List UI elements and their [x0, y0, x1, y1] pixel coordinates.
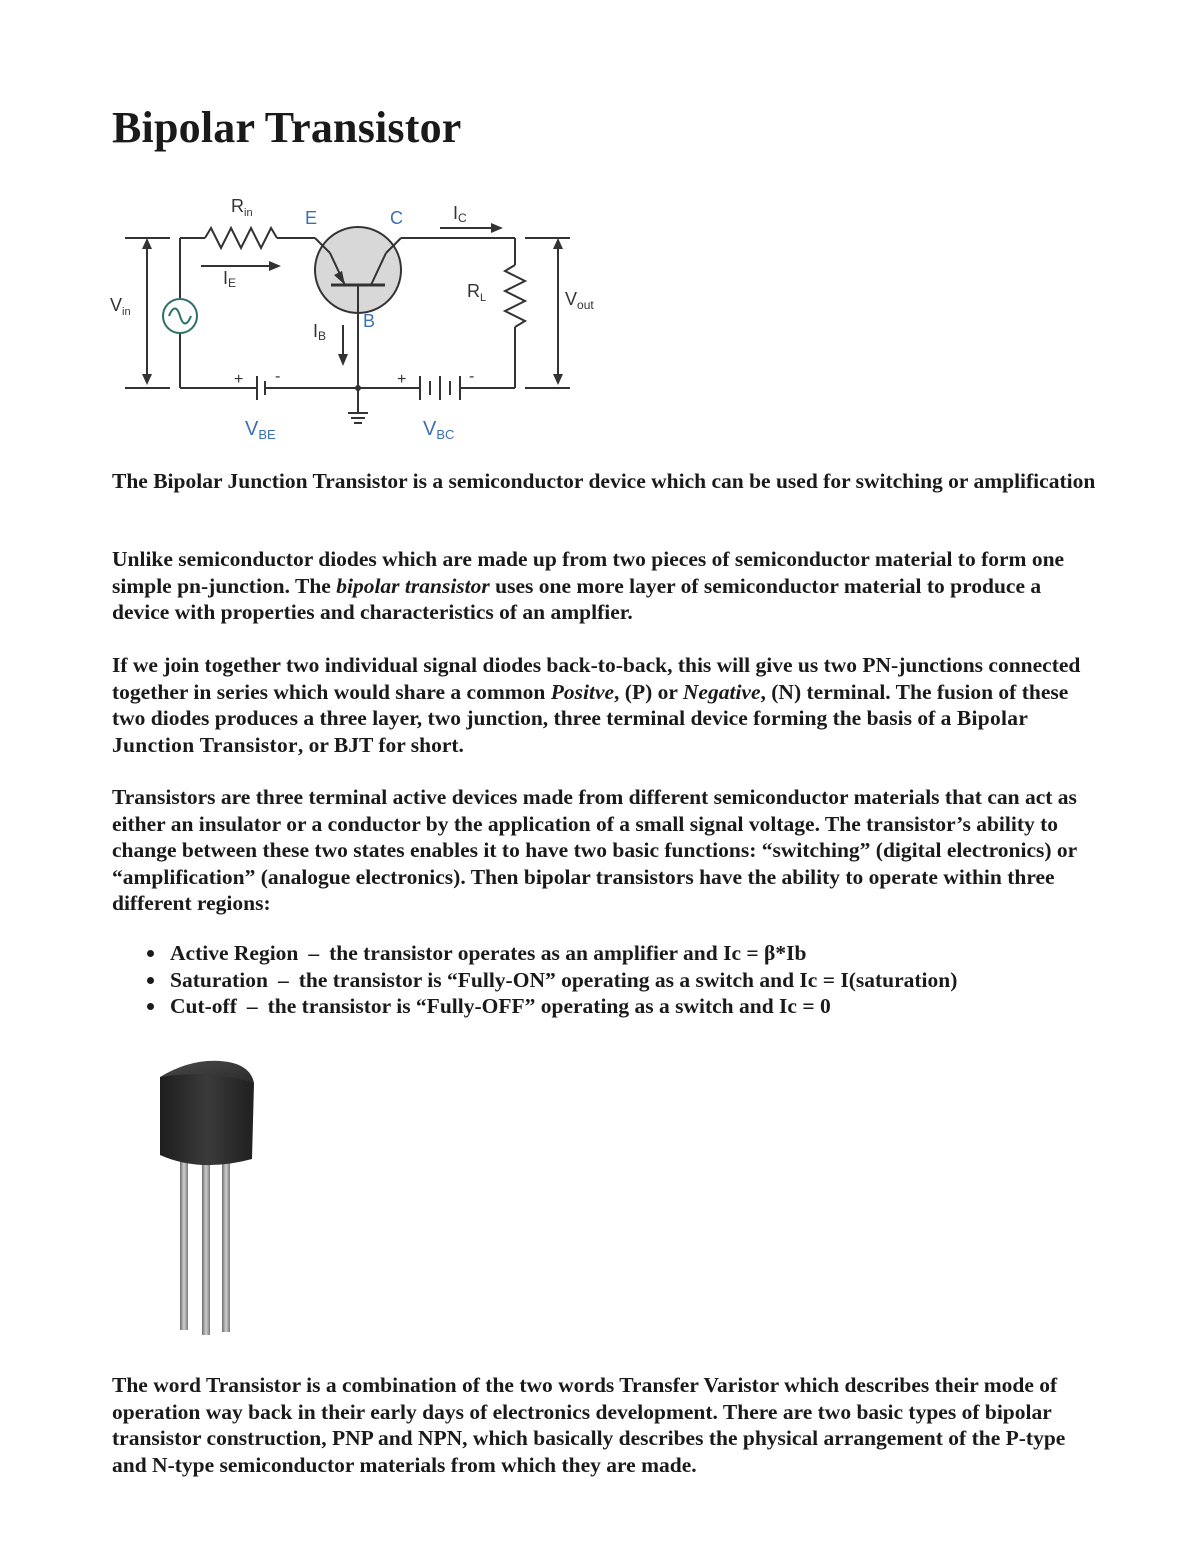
transistor-photo: [150, 1055, 270, 1340]
ic-label: IC: [453, 203, 467, 225]
list-item: Active Region – the transistor operates as an amplifier and Ic = β*Ib: [170, 940, 957, 967]
collector-label: C: [390, 208, 403, 228]
paragraph-word-origin: The word Transistor is a combination of the two words Transfer Varistor which describes their mode of operation way back in their early days of electronics development. There are two basic types of bipolar transistor construction, PNP and NPN, which basically describes the physical arrangement of the P-type and N-type semiconductor materials from which they are made.: [112, 1373, 1066, 1477]
strong-bjt: Bipolar Junction Transistor: [112, 706, 1028, 757]
base-label: B: [363, 311, 376, 331]
regions-list: [112, 940, 957, 1020]
rin-resistor: [205, 228, 277, 248]
package-body: [160, 1071, 254, 1165]
lead-left: [180, 1150, 188, 1330]
ie-label: IE: [223, 268, 237, 290]
emphasis-bipolar-transistor: bipolar transistor: [336, 573, 490, 598]
vin-label: $V_{in}$: [110, 295, 131, 318]
vout-label: $V_{out}$: [565, 289, 594, 312]
emphasis-positive: Positve: [550, 679, 615, 704]
vbc-plus-sign: +: [397, 371, 407, 388]
ib-label: IB: [313, 321, 327, 343]
paragraph-diodes: Unlike semiconductor diodes which are made up from two pieces of semiconductor material to form one simple pn-junction. The bipolar transistor uses one more layer of semiconductor material to produce a device with properties and characteristics of an amplfier.: [112, 547, 1065, 624]
page-title: Bipolar Transistor: [112, 103, 462, 152]
paragraph-regions-intro: Transistors are three terminal active devices made from different semiconductor materials that can act as either an insulator or a conductor by the application of a small signal voltage. The transistor’s ability to change between these two states enables it to have two basic functions: “switching” (digital electronics) or “amplification” (analogue electronics). Then bipolar transistors have the ability to operate within three different regions:: [112, 785, 1077, 915]
rin-label: $R_{in}$: [231, 196, 253, 219]
intro-paragraph: The Bipolar Junction Transistor is a semiconductor device which can be used for switching or amplification: [112, 469, 1096, 493]
paragraph-pn-junctions: If we join together two individual signal diodes back-to-back, this will give us two PN-junctions connected together in series which would share a common Positve, (P) or Negative, (N) terminal. The fusion of these two diodes produces a three layer, two junction, three terminal device forming the basis of a Bipolar Junction Transistor, or BJT for short.: [112, 653, 1081, 757]
vbc-label: $V_{BC}$: [423, 418, 455, 442]
vbe-label: $V_{BE}$: [245, 418, 276, 442]
vbe-minus-sign: -: [275, 368, 281, 385]
vbc-minus-sign: -: [469, 368, 475, 385]
emitter-label: E: [305, 208, 318, 228]
list-item: Cut-off – the transistor is “Fully-OFF” operating as a switch and Ic = 0: [170, 993, 957, 1020]
lead-right: [222, 1150, 230, 1332]
rl-label: $R_L$: [467, 281, 487, 304]
list-item: Saturation – the transistor is “Fully-ON” operating as a switch and Ic = I(saturation): [170, 967, 958, 992]
vbe-plus-sign: +: [234, 371, 244, 388]
common-base-circuit-diagram: [105, 185, 625, 455]
rl-resistor: [505, 265, 525, 327]
lead-middle: [202, 1150, 210, 1335]
emphasis-negative: Negative: [682, 679, 761, 704]
